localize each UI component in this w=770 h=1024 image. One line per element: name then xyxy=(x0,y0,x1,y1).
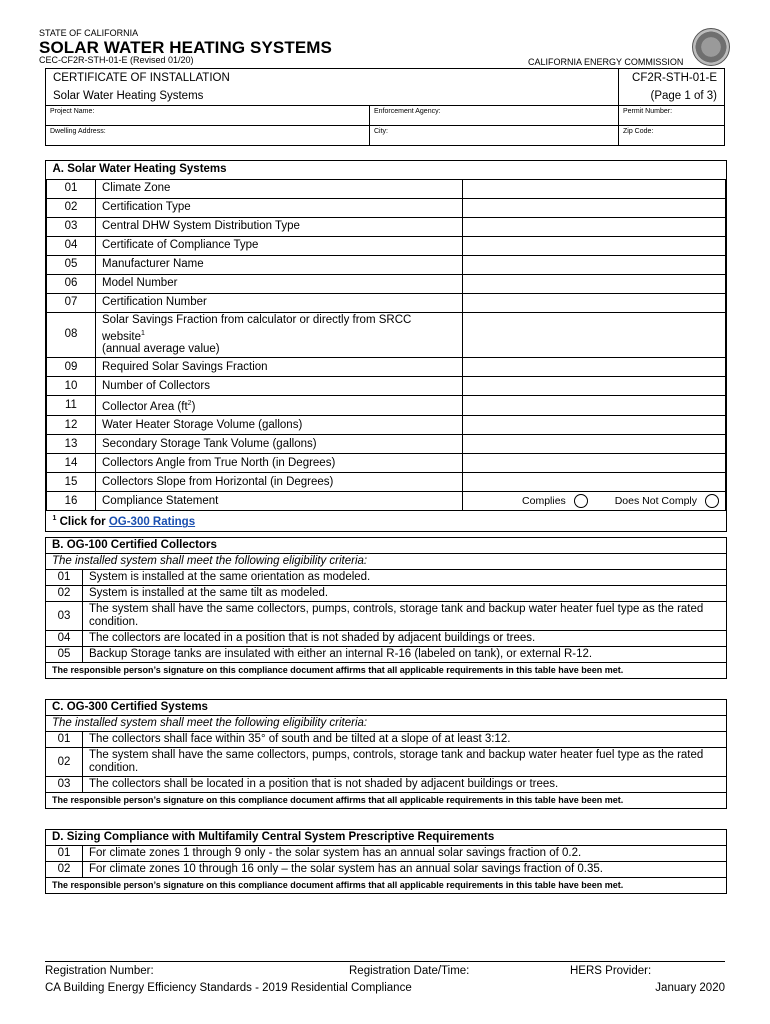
row-number: 02 xyxy=(46,586,83,602)
row-label: Manufacturer Name xyxy=(96,255,463,274)
criteria-text: The collectors shall be located in a position that is not shaded by adjacent buildings or trees. xyxy=(83,777,727,793)
criteria-text: For climate zones 10 through 16 only – the solar system has an annual solar savings fraction of 0.35. xyxy=(83,862,727,878)
row-number: 04 xyxy=(46,631,83,647)
certificate-title: CERTIFICATE OF INSTALLATION xyxy=(46,69,619,88)
footnote-text: Click for xyxy=(59,516,106,529)
row-label: Water Heater Storage Volume (gallons) xyxy=(96,416,463,435)
row-number: 02 xyxy=(46,748,83,777)
distribution-type-value[interactable] xyxy=(463,217,726,236)
agency-label: CALIFORNIA ENERGY COMMISSION xyxy=(528,57,684,67)
row-number: 03 xyxy=(46,777,83,793)
certificate-header-table xyxy=(45,68,725,146)
compliance-statement-options xyxy=(463,492,726,511)
row-label: Collectors Angle from True North (in Degrees) xyxy=(96,454,463,473)
section-c-title: C. OG-300 Certified Systems xyxy=(46,700,726,716)
row-number: 03 xyxy=(46,602,83,631)
row-number: 03 xyxy=(47,217,96,236)
section-a-title: A. Solar Water Heating Systems xyxy=(47,161,726,179)
collector-angle-value[interactable] xyxy=(463,454,726,473)
criteria-text: The collectors are located in a position that is not shaded by adjacent buildings or trees. xyxy=(83,631,727,647)
row-number: 06 xyxy=(47,274,96,293)
certification-type-value[interactable] xyxy=(463,198,726,217)
row-number: 07 xyxy=(47,293,96,312)
does-not-comply-label: Does Not Comply xyxy=(614,494,697,507)
row-label-text: Solar Savings Fraction from calculator or directly from SRCC website xyxy=(102,313,412,343)
row-number: 11 xyxy=(47,396,96,416)
required-ssf-value[interactable] xyxy=(463,358,726,377)
row-label: Certification Number xyxy=(96,293,463,312)
criteria-text: The collectors shall face within 35° of south and be tilted at a slope of at least 3:12. xyxy=(83,732,727,748)
row-number: 10 xyxy=(47,377,96,396)
state-label: STATE OF CALIFORNIA xyxy=(39,28,139,38)
standards-label: CA Building Energy Efficiency Standards - 2019 Residential Compliance xyxy=(45,982,412,994)
collector-area-value[interactable] xyxy=(463,396,726,416)
criteria-text: System is installed at the same orientation as modeled. xyxy=(83,570,727,586)
row-number: 12 xyxy=(47,416,96,435)
registration-date-label: Registration Date/Time: xyxy=(349,965,470,977)
row-label-text: ) xyxy=(191,401,196,414)
row-label: Certificate of Compliance Type xyxy=(96,236,463,255)
zip-code-field[interactable]: Zip Code: xyxy=(619,126,725,146)
row-label: Number of Collectors xyxy=(96,377,463,396)
footnote-mark: 1 xyxy=(52,515,57,523)
revision-date: January 2020 xyxy=(655,982,725,994)
row-label: Model Number xyxy=(96,274,463,293)
row-label: Certification Type xyxy=(96,198,463,217)
section-b-title: B. OG-100 Certified Collectors xyxy=(46,538,726,554)
row-number: 09 xyxy=(47,358,96,377)
section-d-title: D. Sizing Compliance with Multifamily Central System Prescriptive Requirements xyxy=(46,830,726,846)
row-number: 01 xyxy=(47,179,96,198)
model-number-value[interactable] xyxy=(463,274,726,293)
solar-savings-fraction-value[interactable] xyxy=(463,312,726,358)
superscript: 2 xyxy=(187,400,192,408)
criteria-text-line: The system shall have the same collectors, pumps, controls, storage tank and backup water heater fuel type as the rated xyxy=(89,749,704,761)
row-label: Climate Zone xyxy=(96,179,463,198)
city-field[interactable]: City: xyxy=(370,126,619,146)
row-number: 15 xyxy=(47,473,96,492)
og300-ratings-link[interactable]: OG-300 Ratings xyxy=(108,516,196,529)
section-c-subtitle: The installed system shall meet the following eligibility criteria: xyxy=(46,716,726,732)
criteria-text-line: condition. xyxy=(89,762,139,774)
row-number: 04 xyxy=(47,236,96,255)
row-number: 05 xyxy=(47,255,96,274)
registration-number-label: Registration Number: xyxy=(45,965,154,977)
certificate-subtitle: Solar Water Heating Systems xyxy=(46,87,619,106)
row-label-text: Collector Area (ft xyxy=(102,401,188,414)
criteria-text xyxy=(83,748,727,777)
section-d-footer: The responsible person’s signature on this compliance document affirms that all applicable requirements in this table have been met. xyxy=(46,878,726,894)
row-number: 14 xyxy=(47,454,96,473)
storage-volume-value[interactable] xyxy=(463,416,726,435)
row-number: 13 xyxy=(47,435,96,454)
footer-divider xyxy=(45,961,725,962)
row-label: Secondary Storage Tank Volume (gallons) xyxy=(96,435,463,454)
row-number: 08 xyxy=(47,312,96,358)
section-c xyxy=(45,699,727,809)
footnote xyxy=(47,511,726,531)
row-label: Compliance Statement xyxy=(96,492,463,511)
row-number: 01 xyxy=(46,732,83,748)
criteria-text-line: The system shall have the same collectors, pumps, controls, storage tank and backup water heater fuel type as the rated xyxy=(89,603,704,615)
number-of-collectors-value[interactable] xyxy=(463,377,726,396)
footnote-superscript: 1 xyxy=(141,329,145,337)
criteria-text-line: condition. xyxy=(89,616,139,628)
criteria-text xyxy=(83,602,727,631)
row-label xyxy=(96,312,463,358)
row-label: Required Solar Savings Fraction xyxy=(96,358,463,377)
section-c-footer: The responsible person’s signature on this compliance document affirms that all applicable requirements in this table have been met. xyxy=(46,793,726,809)
criteria-text: For climate zones 1 through 9 only - the solar system has an annual solar savings fraction of 0.2. xyxy=(83,846,727,862)
section-d xyxy=(45,829,727,894)
page-number: (Page 1 of 3) xyxy=(619,87,725,106)
form-title: SOLAR WATER HEATING SYSTEMS xyxy=(39,38,332,57)
row-number: 01 xyxy=(46,846,83,862)
row-label-text: (annual average value) xyxy=(102,343,220,356)
row-label: Central DHW System Distribution Type xyxy=(96,217,463,236)
section-b xyxy=(45,537,727,679)
row-number: 05 xyxy=(46,647,83,663)
row-label xyxy=(96,396,463,416)
manufacturer-name-value[interactable] xyxy=(463,255,726,274)
permit-number-field[interactable]: Permit Number: xyxy=(619,106,725,126)
row-number: 16 xyxy=(47,492,96,511)
row-number: 01 xyxy=(46,570,83,586)
climate-zone-value[interactable] xyxy=(463,179,726,198)
project-name-field[interactable]: Project Name: xyxy=(46,106,370,126)
section-a xyxy=(45,160,727,532)
compliance-type-value[interactable] xyxy=(463,236,726,255)
criteria-text: Backup Storage tanks are insulated with either an internal R-16 (labeled on tank), or external R-12. xyxy=(83,647,727,663)
does-not-comply-radio[interactable] xyxy=(705,494,719,508)
section-b-footer: The responsible person’s signature on this compliance document affirms that all applicable requirements in this table have been met. xyxy=(46,663,726,679)
complies-label: Complies xyxy=(522,494,566,507)
secondary-tank-volume-value[interactable] xyxy=(463,435,726,454)
collector-slope-value[interactable] xyxy=(463,473,726,492)
row-number: 02 xyxy=(46,862,83,878)
cec-seal-icon xyxy=(692,28,730,66)
row-number: 02 xyxy=(47,198,96,217)
hers-provider-label: HERS Provider: xyxy=(570,965,652,977)
dwelling-address-field[interactable]: Dwelling Address: xyxy=(46,126,370,146)
section-b-subtitle: The installed system shall meet the following eligibility criteria: xyxy=(46,554,726,570)
certificate-code: CF2R-STH-01-E xyxy=(619,69,725,88)
complies-radio[interactable] xyxy=(574,494,588,508)
form-id: CEC-CF2R-STH-01-E (Revised 01/20) xyxy=(39,55,194,65)
row-label: Collectors Slope from Horizontal (in Degrees) xyxy=(96,473,463,492)
criteria-text: System is installed at the same tilt as modeled. xyxy=(83,586,727,602)
certification-number-value[interactable] xyxy=(463,293,726,312)
enforcement-agency-field[interactable]: Enforcement Agency: xyxy=(370,106,619,126)
